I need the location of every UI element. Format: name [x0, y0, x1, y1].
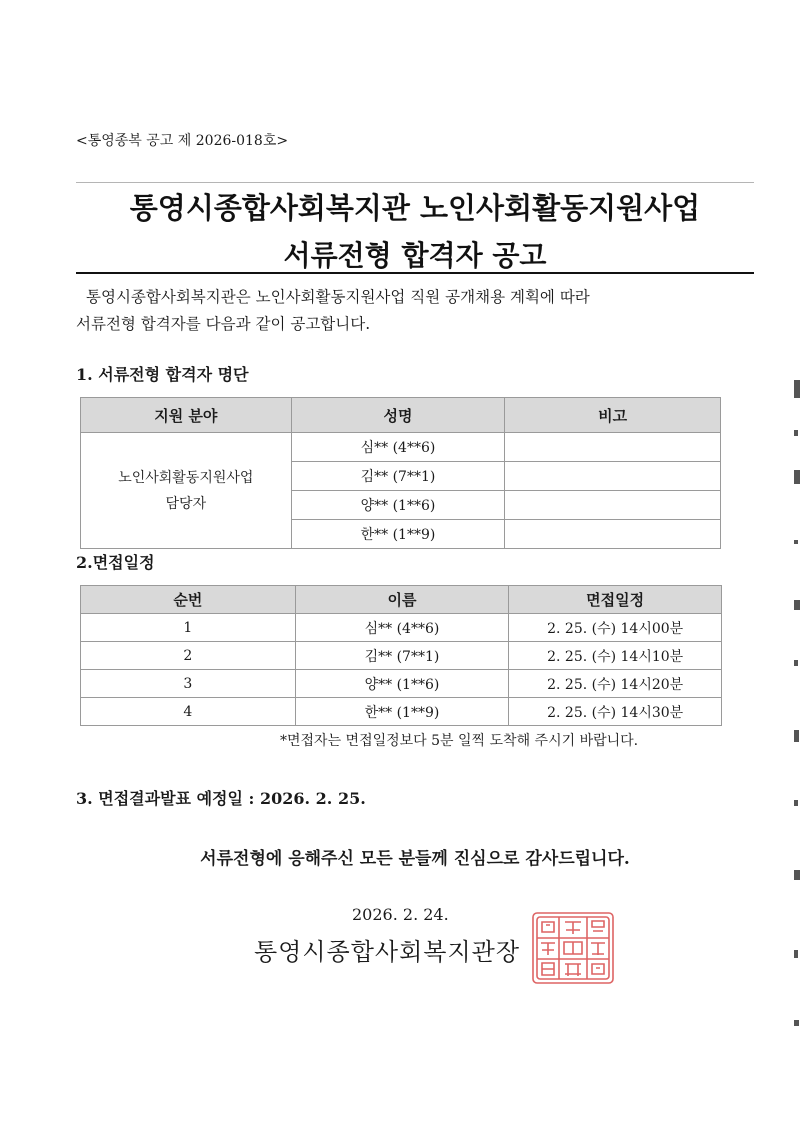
table-header-row [81, 398, 721, 433]
order-number: 2 [81, 642, 296, 670]
section3-heading: 3. 면접결과발표 예정일 : 2026. 2. 25. [76, 789, 366, 808]
remarks-cell [505, 462, 721, 491]
intro-line-2: 서류전형 합격자를 다음과 같이 공고합니다. [76, 315, 371, 333]
page-edge-marks [790, 0, 800, 1132]
interview-time: 2. 25. (수) 14시20분 [509, 670, 722, 698]
arrival-note: *면접자는 면접일정보다 5분 일찍 도착해 주시기 바랍니다. [280, 733, 639, 749]
document-title: 통영시종합사회복지관 노인사회활동지원사업 [129, 191, 701, 225]
intro-paragraph [76, 284, 736, 338]
interviewee-name: 심** (4**6) [295, 614, 509, 642]
document-subtitle: 서류전형 합격자 공고 [283, 239, 547, 272]
column-header: 면접일정 [509, 586, 722, 614]
table-row [81, 433, 721, 462]
announcement-date: 2026. 2. 24. [352, 905, 449, 924]
top-divider [76, 182, 754, 183]
interview-schedule-table [80, 585, 722, 726]
applicant-name: 심** (4**6) [291, 433, 505, 462]
interviewee-name: 김** (7**1) [295, 642, 509, 670]
interview-time: 2. 25. (수) 14시10분 [509, 642, 722, 670]
column-header: 순번 [81, 586, 296, 614]
official-seal-icon [530, 910, 616, 986]
application-field-line-1: 노인사회활동지원사업 [118, 469, 254, 486]
title-divider [76, 272, 754, 274]
remarks-cell [505, 433, 721, 462]
applicant-name: 한** (1**9) [291, 520, 505, 549]
order-number: 4 [81, 698, 296, 726]
interviewee-name: 한** (1**9) [295, 698, 509, 726]
column-header: 비고 [505, 398, 721, 433]
section1-heading: 1. 서류전형 합격자 명단 [76, 365, 249, 384]
notice-number: <통영종복 공고 제 2026-018호> [76, 133, 289, 149]
section2-heading: 2.면접일정 [76, 553, 155, 572]
table-header-row [81, 586, 722, 614]
remarks-cell [505, 491, 721, 520]
remarks-cell [505, 520, 721, 549]
organization-name: 통영시종합사회복지관장 [254, 938, 521, 966]
applicants-table [80, 397, 721, 549]
application-field-line-2: 담당자 [165, 495, 207, 512]
interviewee-name: 양** (1**6) [295, 670, 509, 698]
intro-line-1: 통영시종합사회복지관은 노인사회활동지원사업 직원 공개채용 계획에 따라 [86, 288, 590, 306]
table-row [81, 670, 722, 698]
column-header: 지원 분야 [81, 398, 292, 433]
column-header: 성명 [291, 398, 505, 433]
table-row [81, 698, 722, 726]
order-number: 3 [81, 670, 296, 698]
table-row [81, 642, 722, 670]
thanks-message: 서류전형에 응해주신 모든 분들께 진심으로 감사드립니다. [200, 849, 630, 869]
column-header: 이름 [295, 586, 509, 614]
table-row [81, 614, 722, 642]
interview-time: 2. 25. (수) 14시30분 [509, 698, 722, 726]
applicant-name: 양** (1**6) [291, 491, 505, 520]
order-number: 1 [81, 614, 296, 642]
interview-time: 2. 25. (수) 14시00분 [509, 614, 722, 642]
applicant-name: 김** (7**1) [291, 462, 505, 491]
application-field-cell [81, 433, 292, 549]
